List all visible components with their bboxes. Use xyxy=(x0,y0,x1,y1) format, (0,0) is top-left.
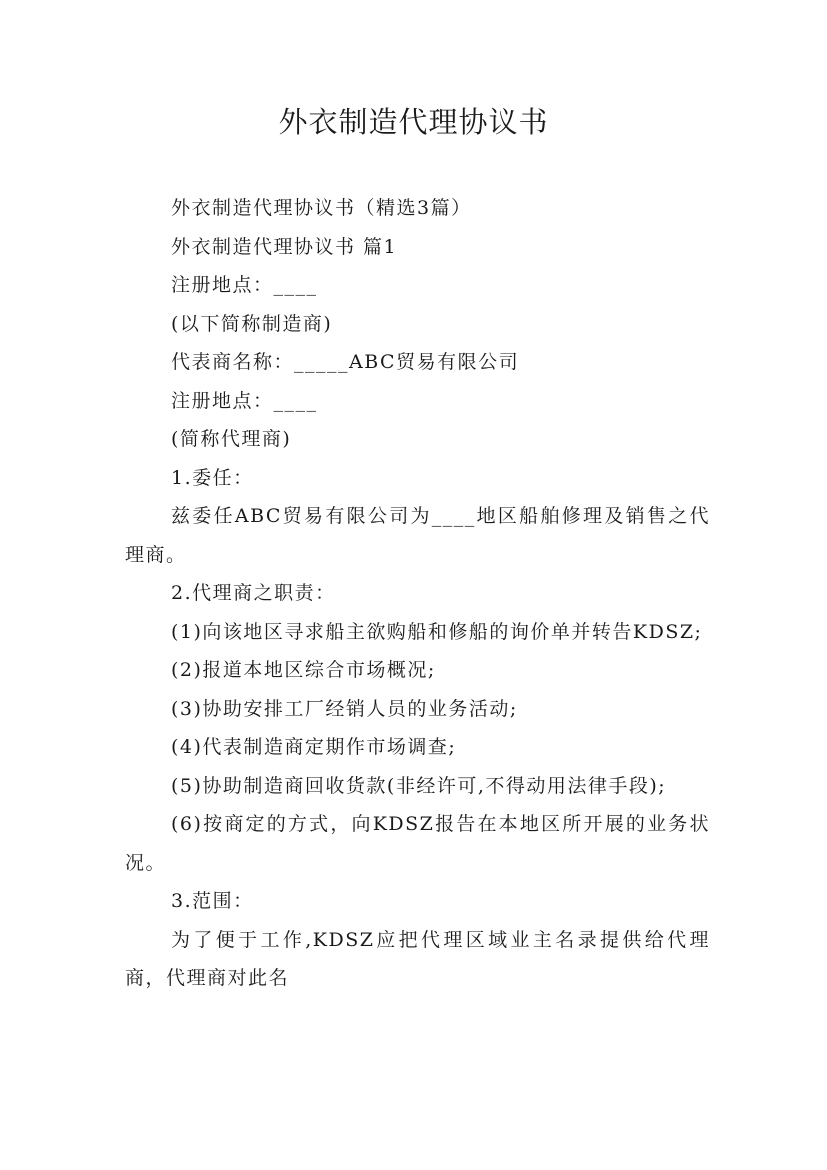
paragraph: (5)协助制造商回收货款(非经许可,不得动用法律手段); xyxy=(171,774,667,797)
paragraph: (6)按商定的方式，向KDSZ报告在本地区所开展的业务状况。 xyxy=(125,813,710,874)
paragraph: 注册地点：____ xyxy=(171,274,318,296)
paragraph: (3)协助安排工厂经销人员的业务活动; xyxy=(171,697,518,720)
document-title: 外衣制造代理协议书 xyxy=(278,105,549,139)
paragraph: (以下简称制造商) xyxy=(171,312,333,335)
paragraph: 为了便于工作,KDSZ应把代理区域业主名录提供给代理商，代理商对此名 xyxy=(125,928,710,989)
paragraph: (2)报道本地区综合市场概况; xyxy=(171,659,436,681)
paragraph: 代表商名称：_____ABC贸易有限公司 xyxy=(171,351,520,373)
paragraph: 注册地点：____ xyxy=(171,389,318,412)
paragraph: 1.委任： xyxy=(171,466,254,489)
paragraph: (简称代理商) xyxy=(171,428,292,450)
paragraph: (1)向该地区寻求船主欲购船和修船的询价单并转告KDSZ; xyxy=(171,620,703,643)
paragraph: (4)代表制造商定期作市场调查; xyxy=(171,736,457,758)
paragraph: 外衣制造代理协议书（精选3篇） xyxy=(171,197,472,219)
paragraph: 2.代理商之职责： xyxy=(171,582,336,604)
paragraph: 兹委任ABC贸易有限公司为____地区船舶修理及销售之代理商。 xyxy=(125,505,710,566)
paragraph: 外衣制造代理协议书 篇1 xyxy=(171,235,398,258)
paragraph: 3.范围： xyxy=(171,890,254,912)
document-body xyxy=(125,189,710,998)
